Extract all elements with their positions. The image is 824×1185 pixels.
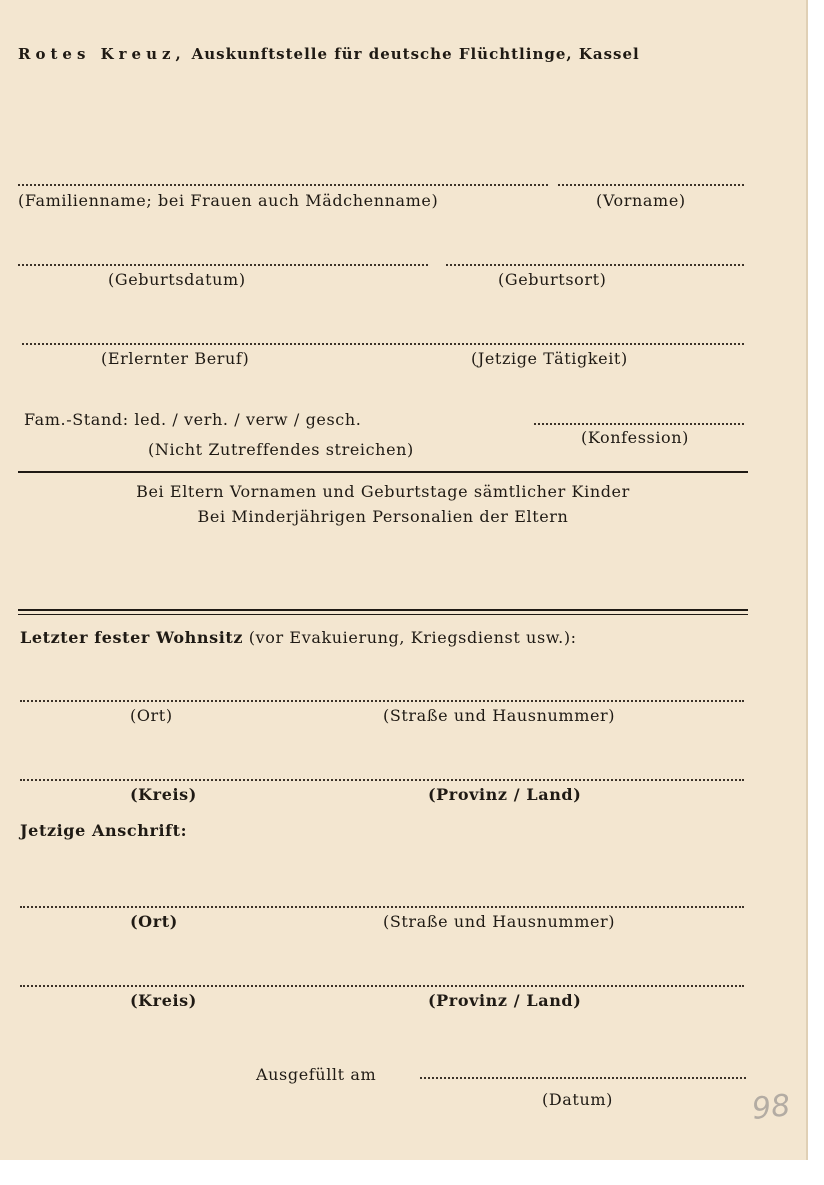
ausgefuellt-label: Ausgefüllt am: [256, 1065, 377, 1084]
famstand-label[interactable]: Fam.-Stand: led. / verh. / verw / gesch.: [24, 410, 362, 429]
anschrift-ort-line[interactable]: [20, 906, 744, 908]
vorname-line[interactable]: [558, 184, 744, 186]
datum-line[interactable]: [420, 1077, 746, 1079]
org-name: Rotes Kreuz,: [18, 45, 186, 63]
datum-label: (Datum): [542, 1090, 613, 1109]
wohnsitz-ort-label: (Ort): [130, 706, 173, 725]
wohnsitz-heading-bold: Letzter fester Wohnsitz: [20, 628, 244, 647]
divider-top: [18, 471, 748, 473]
wohnsitz-heading: [20, 630, 577, 646]
streichen-note: (Nicht Zutreffendes streichen): [148, 440, 414, 459]
geburtsort-label: (Geburtsort): [498, 270, 607, 289]
anschrift-provinz-label: (Provinz / Land): [428, 991, 582, 1010]
beruf-label: (Erlernter Beruf): [101, 349, 250, 368]
vorname-label: (Vorname): [596, 191, 686, 210]
title-rest: Auskunftstelle für deutsche Flüchtlinge, Kassel: [191, 45, 640, 63]
wohnsitz-kreis-label: (Kreis): [130, 785, 197, 804]
divider-bottom-thin: [18, 614, 748, 615]
wohnsitz-strasse-label: (Straße und Hausnummer): [383, 706, 616, 725]
wohnsitz-ort-line[interactable]: [20, 700, 744, 702]
konfession-line[interactable]: [534, 423, 744, 425]
konfession-label: (Konfession): [581, 428, 690, 447]
wohnsitz-provinz-label: (Provinz / Land): [428, 785, 582, 804]
wohnsitz-kreis-line[interactable]: [20, 779, 744, 781]
geburtsdatum-line[interactable]: [18, 264, 428, 266]
beruf-line[interactable]: [22, 343, 744, 345]
anschrift-heading: Jetzige Anschrift:: [20, 821, 188, 840]
pencil-note: 98: [750, 1088, 792, 1127]
geburtsort-line[interactable]: [446, 264, 744, 266]
familienname-label: (Familienname; bei Frauen auch Mädchenname): [18, 191, 439, 210]
geburtsdatum-label: (Geburtsdatum): [108, 270, 246, 289]
wohnsitz-heading-rest: (vor Evakuierung, Kriegsdienst usw.):: [248, 628, 577, 647]
card-title: [18, 47, 640, 62]
familienname-line[interactable]: [18, 184, 548, 186]
taetigkeit-label: (Jetzige Tätigkeit): [471, 349, 628, 368]
anschrift-kreis-line[interactable]: [20, 985, 744, 987]
divider-bottom: [18, 609, 748, 611]
anschrift-kreis-label: (Kreis): [130, 991, 197, 1010]
anschrift-strasse-label: (Straße und Hausnummer): [383, 912, 616, 931]
children-instruction-2: Bei Minderjährigen Personalien der Eltern: [197, 507, 569, 526]
anschrift-ort-label: (Ort): [130, 912, 178, 931]
children-instruction-1: Bei Eltern Vornamen und Geburtstage sämtlicher Kinder: [136, 482, 630, 501]
